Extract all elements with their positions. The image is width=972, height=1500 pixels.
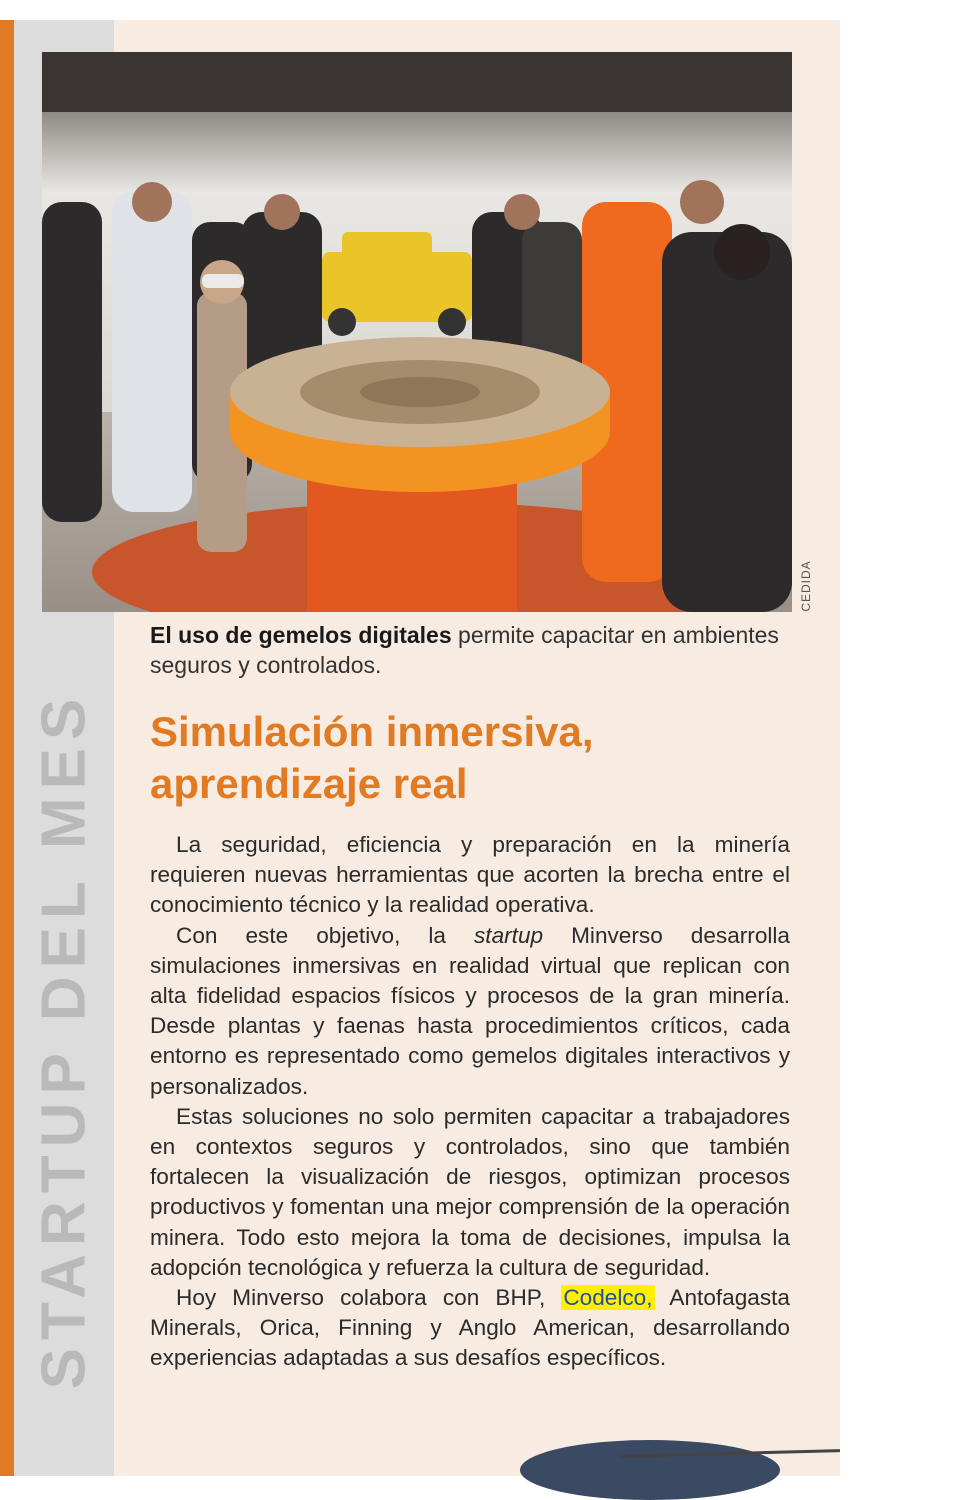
p4-text-a: Hoy Minverso colabora con BHP, <box>176 1285 562 1311</box>
article-photo <box>42 52 792 612</box>
photo-caption <box>150 620 790 680</box>
body-paragraph-1: La seguridad, eficiencia y preparación en la minería requieren nuevas herramientas que acorten la brecha entre el conocimiento técnico y la realidad operativa. <box>150 832 790 918</box>
p2-text-b: Minverso desarrolla simulaciones inmersivas en realidad virtual que replican con alta fidelidad espacios físicos y procesos de la gran minería. Desde plantas y faenas hasta procedimientos críticos, cada entorno es representado como gemelos digitales interactivos y personalizados. <box>150 922 790 1099</box>
headline-line-2: aprendizaje real <box>150 760 468 807</box>
headline-line-1: Simulación inmersiva, <box>150 708 594 755</box>
section-label: STARTUP DEL MES <box>29 690 99 1390</box>
orange-edge-stripe <box>0 20 14 1476</box>
article-body <box>150 830 790 1374</box>
p4-text-b: Antofagasta Minerals, Orica, Finning y Anglo American, desarrollando experiencias adaptadas a sus desafíos específicos. <box>150 1285 790 1371</box>
photo-illustration <box>42 52 792 612</box>
body-paragraph-2 <box>150 921 790 1102</box>
highlighted-codelco: Codelco, <box>563 1285 653 1311</box>
article-headline <box>150 706 790 810</box>
next-page-graphic <box>520 1440 780 1500</box>
body-paragraph-3: Estas soluciones no solo permiten capacitar a trabajadores en contextos seguros y controlados, sino que también fortalecen la visualización de riesgos, optimizan procesos productivos y fomentan una mejor comprensión de la operación minera. Todo esto mejora la toma de decisiones, impulsa la adopción tecnológica y refuerza la cultura de seguridad. <box>150 1103 790 1280</box>
caption-text: permite capacitar en ambientes seguros y controlados. <box>150 622 779 678</box>
photo-credit: CEDIDA <box>799 560 813 612</box>
caption-bold: El uso de gemelos digitales <box>150 622 452 648</box>
p2-italic-startup: startup <box>474 922 544 948</box>
body-paragraph-4 <box>150 1283 790 1374</box>
p2-text-a: Con este objetivo, la <box>176 922 474 948</box>
